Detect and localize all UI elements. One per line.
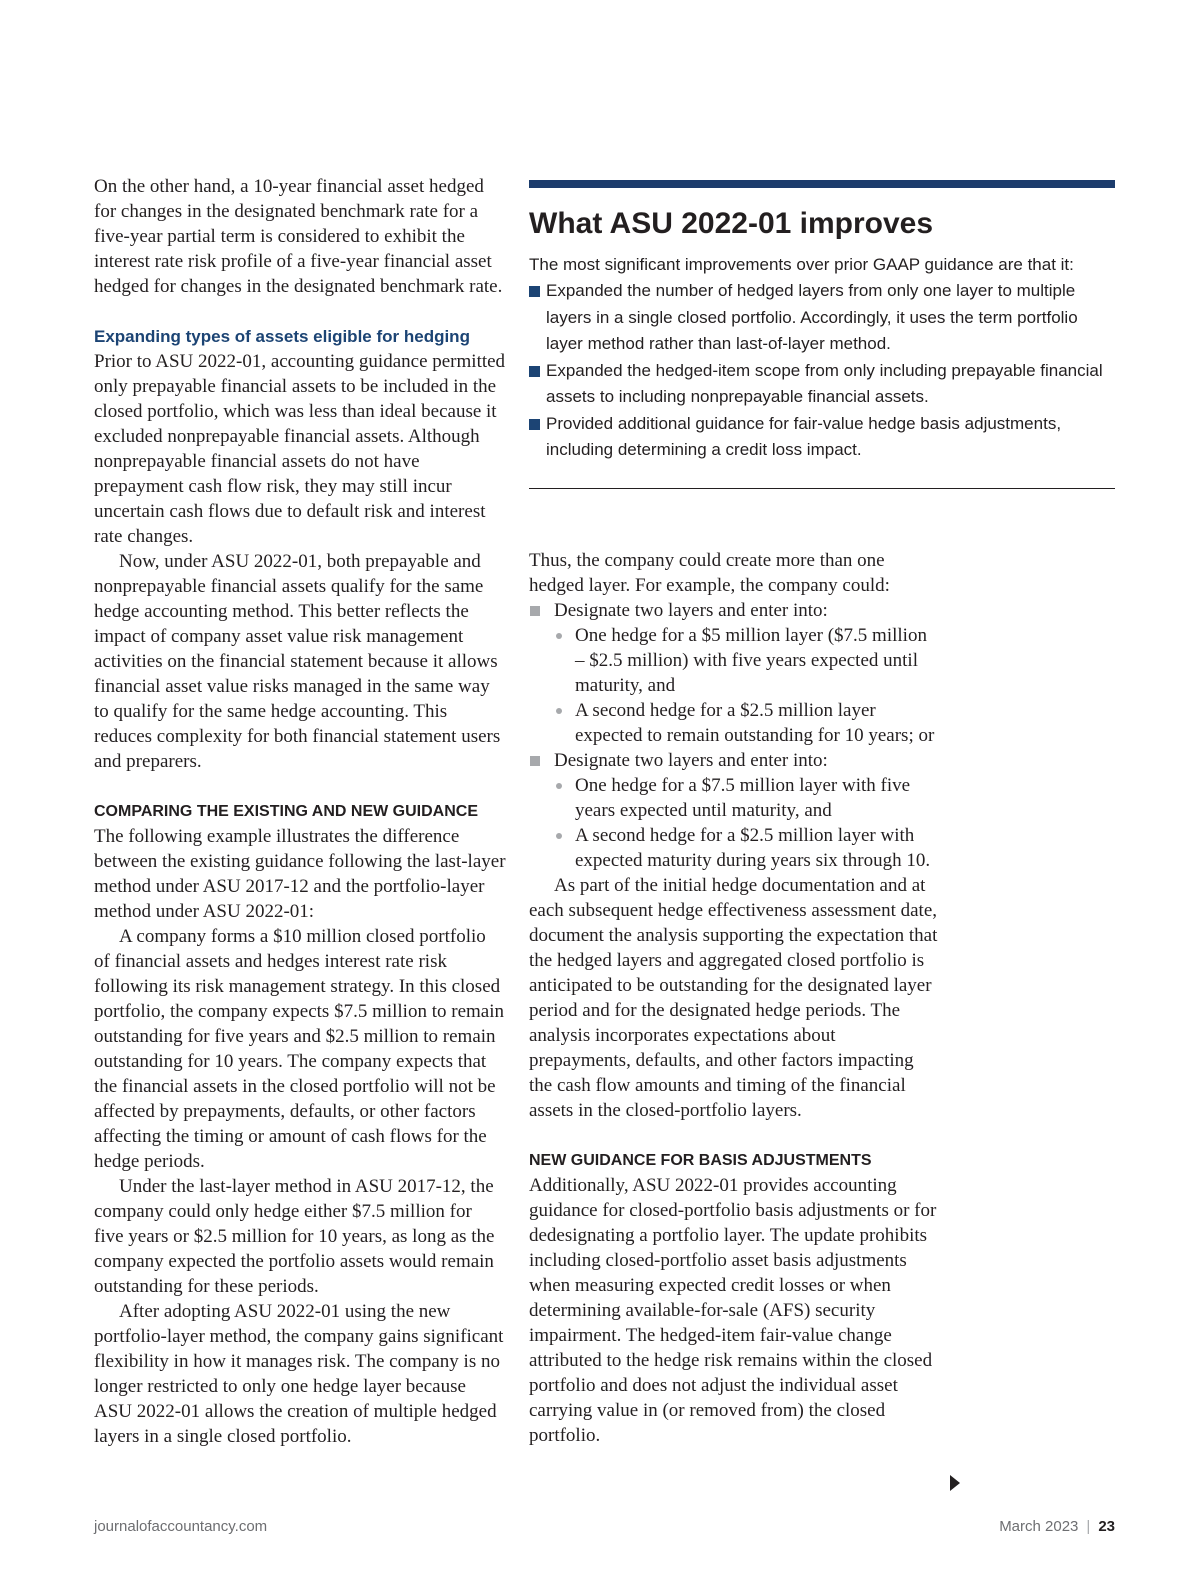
paragraph: Under the last-layer method in ASU 2017-12, the company could only hedge either $7.5 million for five years or $2.5 million for 10 years, as long as the company expected the portfolio assets would remain outstanding for these periods. — [94, 1176, 495, 1297]
list-item — [554, 623, 941, 698]
footer-date: March 2023 — [999, 1518, 1079, 1535]
list-item — [529, 411, 1115, 464]
continue-arrow-icon — [950, 1475, 960, 1491]
list-item — [529, 748, 941, 873]
list-item-text: Expanded the hedged-item scope from only including prepayable financial assets to including nonprepayable financial assets. — [546, 360, 1103, 406]
square-bullet-icon — [530, 606, 540, 616]
example-list — [529, 598, 941, 873]
paragraph: On the other hand, a 10-year financial asset hedged for changes in the designated benchmark rate for a five-year partial term is considered to exhibit the interest rate risk profile of a five-year financial asset hedged for changes in the designated benchmark rate. — [94, 176, 503, 297]
paragraph: After adopting ASU 2022-01 using the new portfolio-layer method, the company gains significant flexibility in how it manages risk. The company is no longer restricted to only one hedge layer because ASU 2022-01 allows the creation of multiple hedged layers in a single closed portfolio. — [94, 1301, 504, 1447]
dot-bullet-icon — [556, 633, 562, 639]
section-heading: Expanding types of assets eligible for hedging — [94, 327, 470, 346]
sidebar-top-rule — [529, 180, 1115, 188]
square-bullet-icon — [529, 286, 540, 297]
list-item — [554, 823, 941, 873]
right-column — [529, 548, 941, 1448]
list-item-text: A second hedge for a $2.5 million layer expected to remain outstanding for 10 years; or — [575, 700, 935, 746]
list-item-text: Designate two layers and enter into: — [554, 600, 828, 621]
list-item-text: Expanded the number of hedged layers from only one layer to multiple layers in a single closed portfolio. Accordingly, it uses the term portfolio layer method rather than last-of-layer method. — [546, 281, 1078, 353]
dot-bullet-icon — [556, 783, 562, 789]
list-item — [529, 278, 1115, 358]
paragraph: A company forms a $10 million closed portfolio of financial assets and hedges interest rate risk following its risk management strategy. In this closed portfolio, the company expects $7.5 million to remain outstanding for five years and $2.5 million to remain outstanding for 10 years. The company expects that the financial assets in the closed portfolio will not be affected by prepayments, defaults, or other factors affecting the timing or amount of cash flows for the hedge periods. — [94, 926, 504, 1172]
paragraph: Prior to ASU 2022-01, accounting guidance permitted only prepayable financial assets to be included in the closed portfolio, which was less than ideal because it excluded nonprepayable financial assets. Although nonprepayable financial assets do not have prepayment cash flow risk, they may still incur uncertain cash flows due to default risk and interest rate changes. — [94, 351, 506, 547]
sub-list — [554, 773, 941, 873]
footer-separator: | — [1086, 1518, 1091, 1535]
list-item-text: One hedge for a $5 million layer ($7.5 million – $2.5 million) with five years expected until maturity, and — [575, 625, 927, 696]
list-item — [529, 358, 1115, 411]
sidebar-list — [529, 278, 1115, 464]
footer-site: journalofaccountancy.com — [94, 1518, 268, 1535]
footer-page-info — [999, 1518, 1115, 1535]
sidebar-intro: The most significant improvements over prior GAAP guidance are that it: — [529, 255, 1074, 274]
paragraph: The following example illustrates the difference between the existing guidance following the last-layer method under ASU 2017-12 and the portfolio-layer method under ASU 2022-01: — [94, 826, 506, 922]
section-heading: NEW GUIDANCE FOR BASIS ADJUSTMENTS — [529, 1152, 872, 1169]
section-heading: COMPARING THE EXISTING AND NEW GUIDANCE — [94, 803, 479, 820]
list-item-text: A second hedge for a $2.5 million layer with expected maturity during years six through 10. — [575, 825, 931, 871]
square-bullet-icon — [529, 366, 540, 377]
dot-bullet-icon — [556, 833, 562, 839]
left-column — [94, 174, 506, 1449]
sidebar-box — [529, 180, 1115, 464]
list-item-text: Designate two layers and enter into: — [554, 750, 828, 771]
square-bullet-icon — [529, 419, 540, 430]
dot-bullet-icon — [556, 708, 562, 714]
list-item — [554, 773, 941, 823]
paragraph: Thus, the company could create more than one hedged layer. For example, the company could: — [529, 550, 890, 596]
page-number: 23 — [1098, 1518, 1115, 1535]
list-item-text: Provided additional guidance for fair-value hedge basis adjustments, including determining a credit loss impact. — [546, 413, 1062, 459]
sidebar-bottom-rule — [529, 488, 1115, 489]
square-bullet-icon — [530, 756, 540, 766]
list-item — [529, 598, 941, 748]
sub-list — [554, 623, 941, 748]
sidebar-title: What ASU 2022-01 improves — [529, 207, 934, 240]
paragraph: Additionally, ASU 2022-01 provides accounting guidance for closed-portfolio basis adjustments or for dedesignating a portfolio layer. The update prohibits including closed-portfolio asset basis adjustments when measuring expected credit losses or when determining available-for-sale (AFS) security impairment. The hedged-item fair-value change attributed to the hedge risk remains within the closed portfolio and does not adjust the individual asset carrying value in (or removed from) the closed portfolio. — [529, 1175, 937, 1446]
paragraph: Now, under ASU 2022-01, both prepayable and nonprepayable financial assets qualify for the same hedge accounting method. This better reflects the impact of company asset value risk management activities on the financial statement because it allows financial asset value risks managed in the same way to qualify for the same hedge accounting. This reduces complexity for both financial statement users and preparers. — [94, 551, 501, 772]
paragraph: As part of the initial hedge documentation and at each subsequent hedge effectiveness assessment date, document the analysis supporting the expectation that the hedged layers and aggregated closed portfolio is anticipated to be outstanding for the designated layer period and for the designated hedge periods. The analysis incorporates expectations about prepayments, defaults, and other factors impacting the cash flow amounts and timing of the financial assets in the closed-portfolio layers. — [529, 875, 938, 1121]
list-item — [554, 698, 941, 748]
list-item-text: One hedge for a $7.5 million layer with five years expected until maturity, and — [575, 775, 911, 821]
